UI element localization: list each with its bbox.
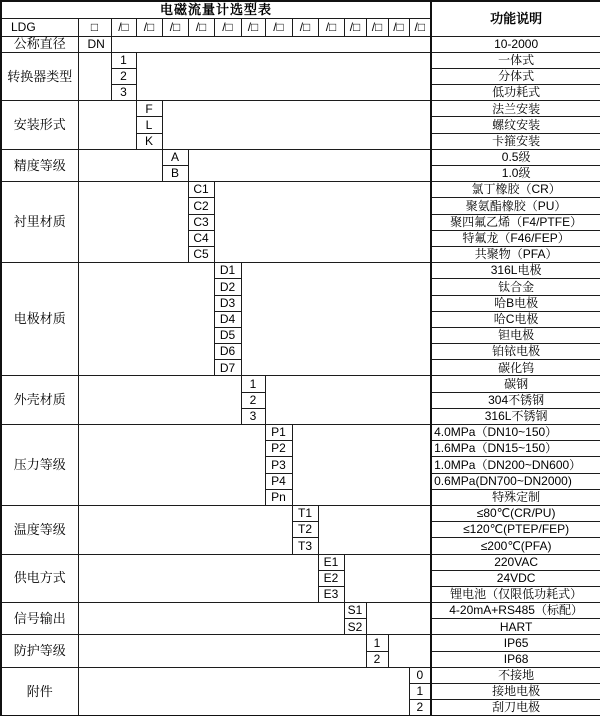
spacer-cell — [366, 603, 431, 635]
description-cell: 4.0MPa（DN10~150） — [431, 425, 600, 441]
description-cell: 法兰安装 — [431, 101, 600, 117]
description-cell: 24VDC — [431, 570, 600, 586]
code-cell: 2 — [409, 700, 431, 716]
description-cell: 氯丁橡胶（CR） — [431, 182, 600, 198]
description-cell: 聚四氟乙烯（F4/PTFE） — [431, 214, 600, 230]
spacer-cell — [214, 182, 431, 263]
description-cell: 220VAC — [431, 554, 600, 570]
code-cell: C1 — [188, 182, 214, 198]
description-cell: 0.6MPa(DN700~DN2000) — [431, 473, 600, 489]
code-cell: K — [136, 133, 162, 149]
code-cell: C2 — [188, 198, 214, 214]
code-cell: D5 — [214, 327, 241, 343]
code-cell: C4 — [188, 230, 214, 246]
spacer-cell — [265, 376, 431, 425]
description-cell: 共聚物（PFA） — [431, 246, 600, 262]
spacer-cell — [78, 52, 111, 101]
spacer-cell — [78, 603, 344, 635]
category-label: 转换器类型 — [1, 52, 78, 101]
description-cell: 特氟龙（F46/FEP） — [431, 230, 600, 246]
code-cell: 1 — [111, 52, 136, 68]
description-cell: 钛合金 — [431, 279, 600, 295]
category-label: 压力等级 — [1, 425, 78, 506]
code-cell: D4 — [214, 311, 241, 327]
spacer-cell — [78, 635, 366, 667]
code-cell: 2 — [111, 68, 136, 84]
description-cell: 316L不锈钢 — [431, 408, 600, 424]
description-cell: 1.0MPa（DN200~DN600） — [431, 457, 600, 473]
code-cell: T1 — [292, 505, 318, 521]
spacer-cell — [78, 505, 292, 554]
description-cell: 钽电极 — [431, 327, 600, 343]
model-code-slot: /□ — [366, 18, 388, 36]
description-cell: 特殊定制 — [431, 489, 600, 505]
description-cell: 碳钢 — [431, 376, 600, 392]
category-label: 防护等级 — [1, 635, 78, 667]
model-prefix: LDG — [1, 18, 78, 36]
description-cell: 0.5级 — [431, 149, 600, 165]
description-cell: ≤120℃(PTEP/FEP) — [431, 522, 600, 538]
model-code-slot: /□ — [188, 18, 214, 36]
category-label: 公称直径 — [1, 36, 78, 52]
description-cell: 螺纹安装 — [431, 117, 600, 133]
code-cell: 3 — [111, 85, 136, 101]
category-label: 电极材质 — [1, 263, 78, 376]
spacer-cell — [388, 635, 431, 667]
description-cell: 碳化钨 — [431, 360, 600, 376]
spacer-cell — [78, 667, 409, 716]
spacer-cell — [318, 505, 431, 554]
model-code-box: □ — [78, 18, 111, 36]
description-cell: 一体式 — [431, 52, 600, 68]
model-code-slot: /□ — [111, 18, 136, 36]
spacer-cell — [344, 554, 431, 603]
code-cell: D2 — [214, 279, 241, 295]
code-cell: 1 — [409, 684, 431, 700]
code-cell: F — [136, 101, 162, 117]
model-code-slot: /□ — [241, 18, 265, 36]
description-cell: 刮刀电极 — [431, 700, 600, 716]
description-cell: 304不锈钢 — [431, 392, 600, 408]
model-code-slot: /□ — [136, 18, 162, 36]
spacer-cell — [292, 425, 431, 506]
code-cell: D6 — [214, 344, 241, 360]
description-cell: IP65 — [431, 635, 600, 651]
description-cell: ≤80℃(CR/PU) — [431, 505, 600, 521]
description-cell: 哈C电极 — [431, 311, 600, 327]
table-body — [1, 1, 600, 716]
description-cell: 铂铱电极 — [431, 344, 600, 360]
code-cell: Pn — [265, 489, 292, 505]
code-cell: S1 — [344, 603, 366, 619]
model-code-slot: /□ — [409, 18, 431, 36]
category-label: 精度等级 — [1, 149, 78, 181]
category-label: 衬里材质 — [1, 182, 78, 263]
description-cell: 10-2000 — [431, 36, 600, 52]
code-cell: L — [136, 117, 162, 133]
code-cell: 1 — [366, 635, 388, 651]
code-cell: 2 — [241, 392, 265, 408]
description-cell: 分体式 — [431, 68, 600, 84]
code-cell: D1 — [214, 263, 241, 279]
description-cell: 卡箍安装 — [431, 133, 600, 149]
category-label: 供电方式 — [1, 554, 78, 603]
model-code-slot: /□ — [265, 18, 292, 36]
model-code-slot: /□ — [318, 18, 344, 36]
code-cell: D7 — [214, 360, 241, 376]
code-cell: C5 — [188, 246, 214, 262]
spacer-cell — [111, 36, 431, 52]
spacer-cell — [78, 182, 188, 263]
code-cell: E2 — [318, 570, 344, 586]
table-title: 电磁流量计选型表 — [1, 1, 431, 18]
description-cell: 1.0级 — [431, 166, 600, 182]
function-column-header: 功能说明 — [431, 1, 600, 36]
spacer-cell — [78, 149, 162, 181]
code-cell: E3 — [318, 586, 344, 602]
model-code-slot: /□ — [292, 18, 318, 36]
model-code-slot: /□ — [388, 18, 409, 36]
model-code-slot: /□ — [214, 18, 241, 36]
description-cell: 低功耗式 — [431, 85, 600, 101]
category-label: 附件 — [1, 667, 78, 716]
code-cell: B — [162, 166, 188, 182]
code-cell: 2 — [366, 651, 388, 667]
code-cell: E1 — [318, 554, 344, 570]
description-cell: 哈B电极 — [431, 295, 600, 311]
code-cell: D3 — [214, 295, 241, 311]
spacer-cell — [241, 263, 431, 376]
code-cell: T2 — [292, 522, 318, 538]
code-cell: 0 — [409, 667, 431, 683]
spacer-cell — [162, 101, 431, 150]
spacer-cell — [78, 425, 265, 506]
spacer-cell — [188, 149, 431, 181]
description-cell: 4-20mA+RS485（标配） — [431, 603, 600, 619]
code-cell: 1 — [241, 376, 265, 392]
spacer-cell — [136, 52, 431, 101]
model-code-slot: /□ — [162, 18, 188, 36]
category-label: 温度等级 — [1, 505, 78, 554]
spacer-cell — [78, 263, 214, 376]
description-cell: IP68 — [431, 651, 600, 667]
description-cell: ≤200℃(PFA) — [431, 538, 600, 554]
description-cell: HART — [431, 619, 600, 635]
category-label: 安装形式 — [1, 101, 78, 150]
category-label: 信号输出 — [1, 603, 78, 635]
code-cell: DN — [78, 36, 111, 52]
code-cell: C3 — [188, 214, 214, 230]
code-cell: P1 — [265, 425, 292, 441]
description-cell: 1.6MPa（DN15~150） — [431, 441, 600, 457]
code-cell: A — [162, 149, 188, 165]
category-label: 外壳材质 — [1, 376, 78, 425]
description-cell: 接地电极 — [431, 684, 600, 700]
code-cell: 3 — [241, 408, 265, 424]
description-cell: 锂电池（仅限低功耗式） — [431, 586, 600, 602]
spacer-cell — [78, 101, 136, 150]
code-cell: S2 — [344, 619, 366, 635]
code-cell: P4 — [265, 473, 292, 489]
spacer-cell — [78, 376, 241, 425]
model-code-slot: /□ — [344, 18, 366, 36]
description-cell: 316L电极 — [431, 263, 600, 279]
description-cell: 聚氨酯橡胶（PU） — [431, 198, 600, 214]
description-cell: 不接地 — [431, 667, 600, 683]
code-cell: T3 — [292, 538, 318, 554]
code-cell: P2 — [265, 441, 292, 457]
spacer-cell — [78, 554, 318, 603]
code-cell: P3 — [265, 457, 292, 473]
